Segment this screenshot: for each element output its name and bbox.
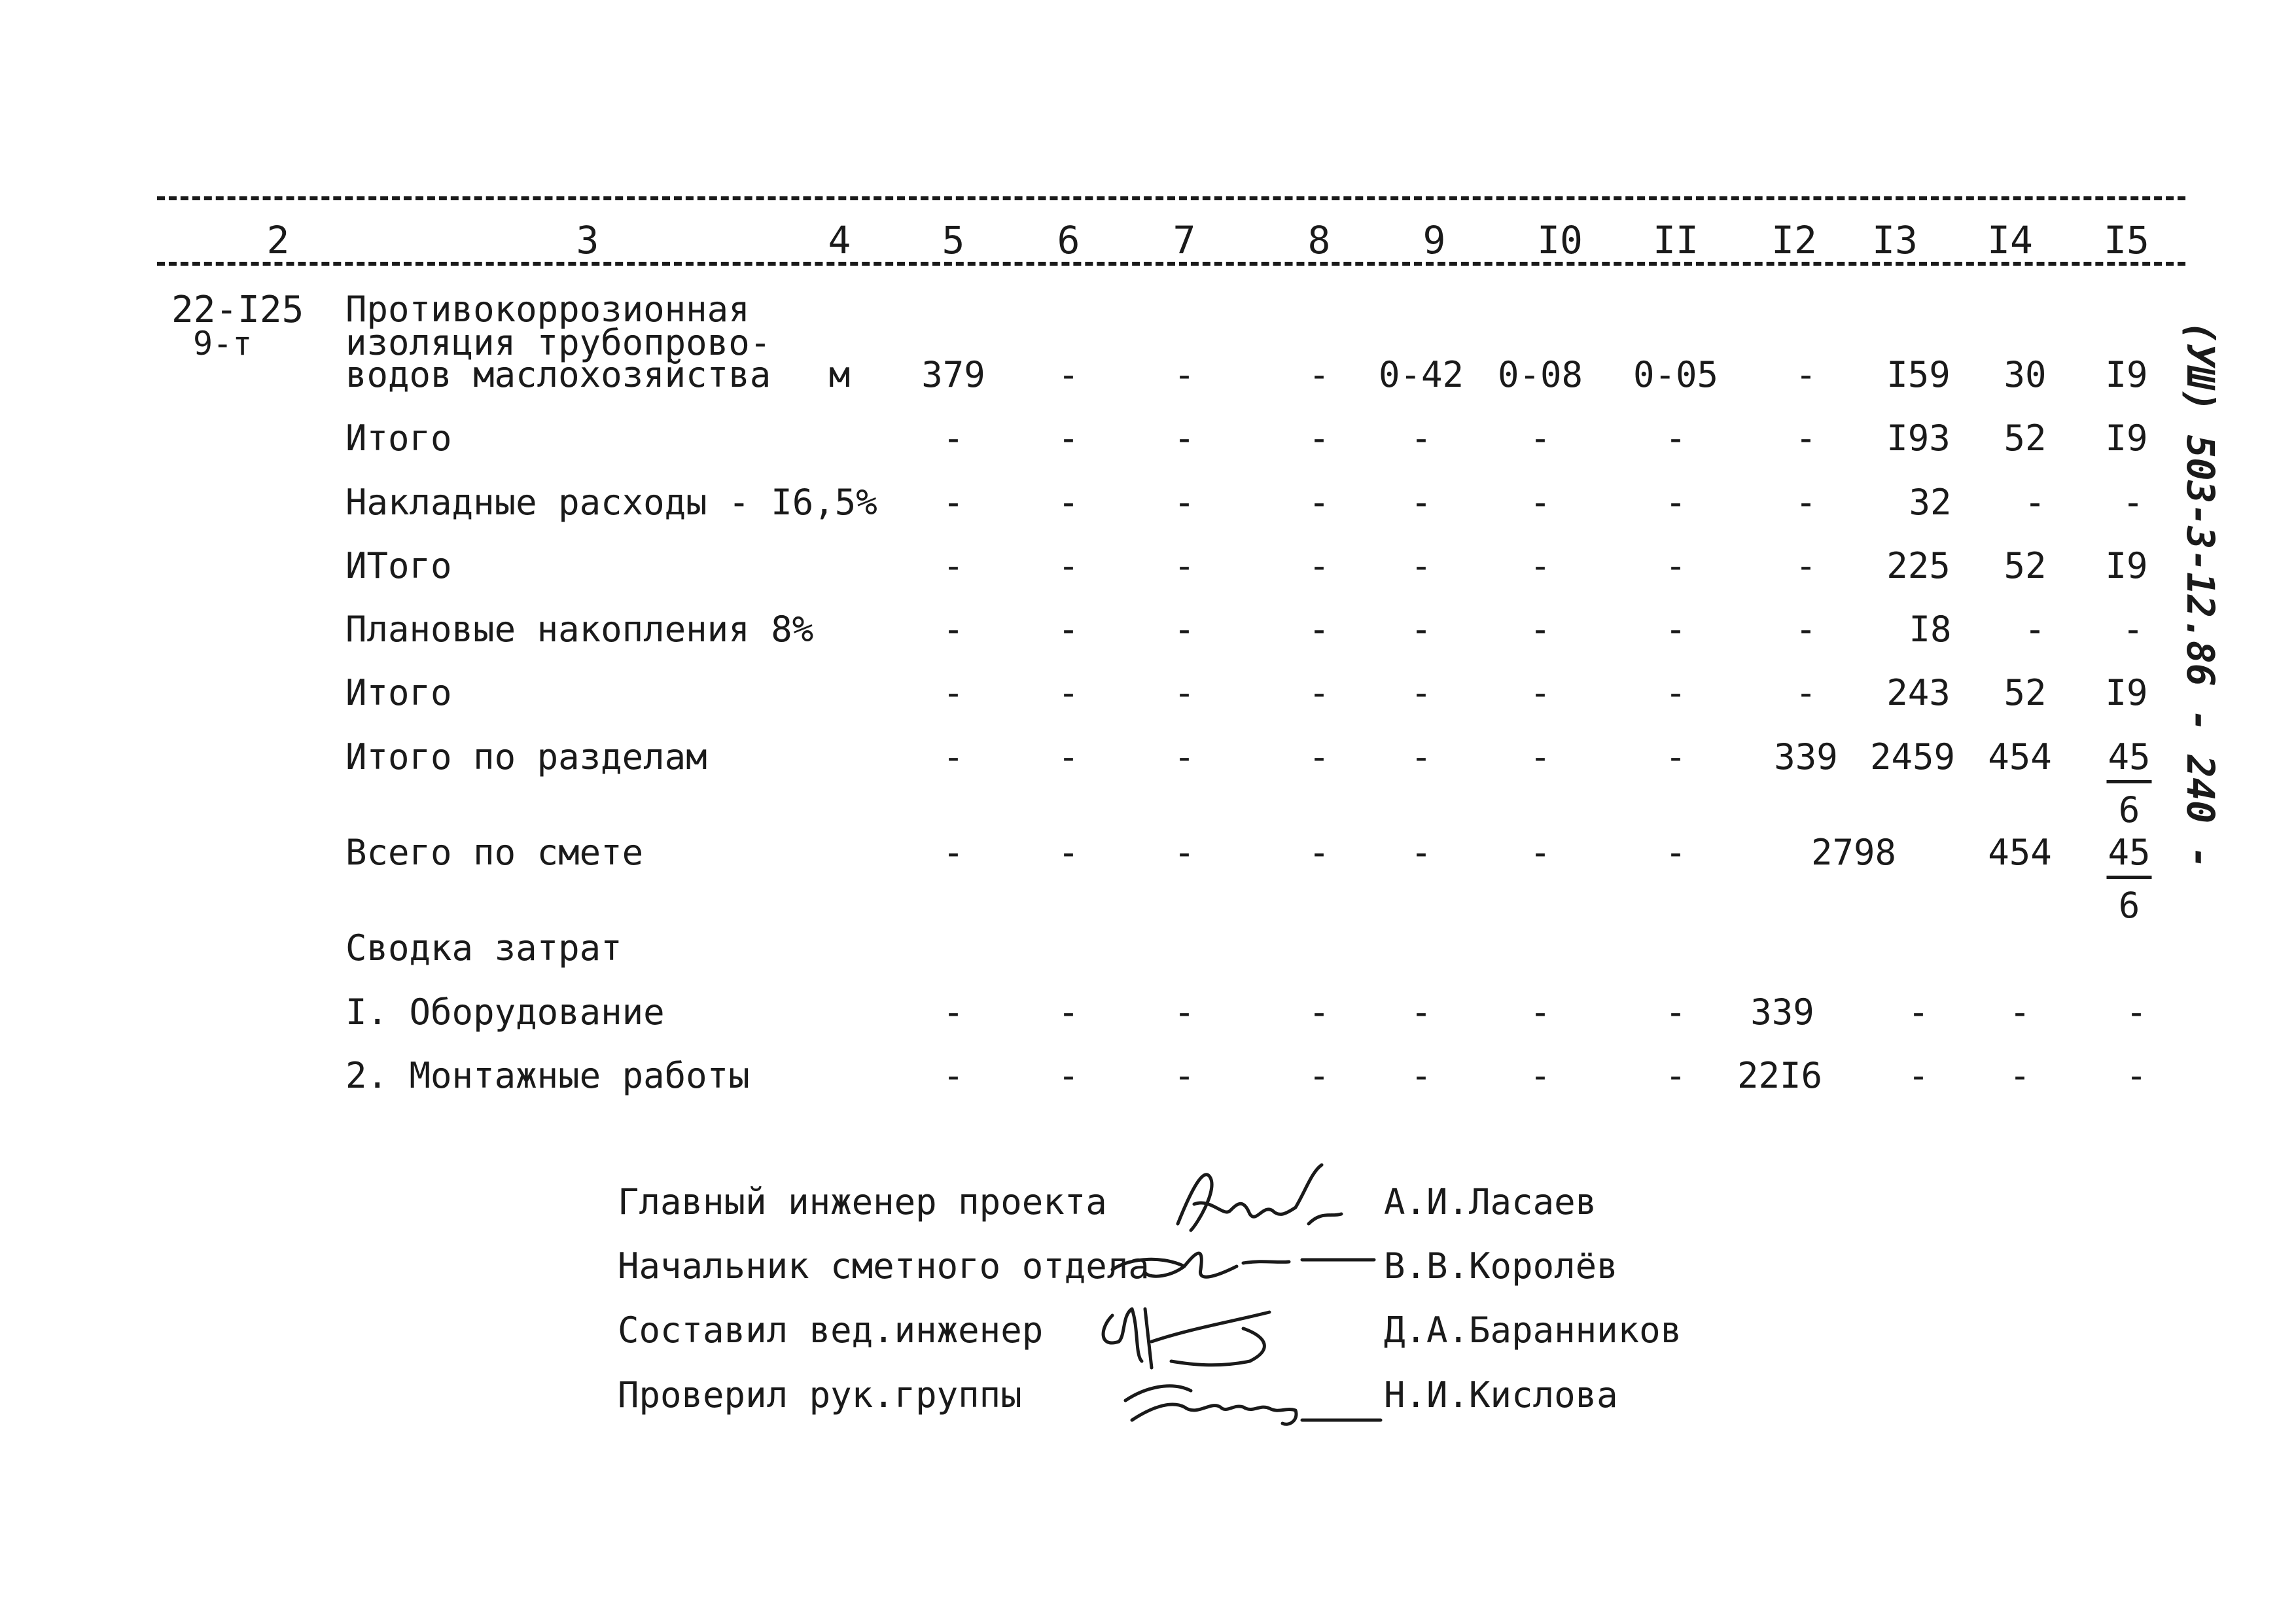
cell-c14: 52: [2004, 545, 2047, 586]
signature-role: Проверил рук.группы: [618, 1374, 1022, 1416]
cell-c6: -: [1057, 418, 1080, 459]
cell-c5: -: [942, 672, 964, 713]
col-header-4: 4: [828, 218, 851, 262]
cell-c14: 454: [1988, 832, 2052, 873]
cell-c15: I9: [2105, 354, 2148, 395]
cell-c13: I8: [1909, 609, 1952, 650]
cell-c10: -: [1529, 545, 1551, 586]
col-header-5: 5: [942, 218, 965, 262]
cell-c12: 339: [1750, 991, 1814, 1033]
col-header-2: 2: [266, 218, 290, 262]
item-name-line-1: Противокоррозионная: [345, 289, 750, 330]
side-document-code: (УШ) 503-3-12.86 - 240 -: [2178, 321, 2223, 870]
signature-name: Д.А.Баранников: [1384, 1310, 1682, 1351]
top-rule: [157, 196, 2185, 200]
cell-c9: -: [1410, 482, 1432, 523]
fraction-denominator: 6: [2118, 789, 2140, 830]
cell-c10: -: [1529, 672, 1551, 713]
cell-c5: -: [942, 609, 964, 650]
cell-c9: -: [1410, 609, 1432, 650]
cell-c14: -: [2024, 609, 2046, 650]
cell-c7: -: [1173, 609, 1195, 650]
signature-role: Главный инженер проекта: [618, 1181, 1107, 1222]
cell-c9: -: [1410, 1055, 1432, 1096]
cell-c6: -: [1057, 545, 1080, 586]
fraction-numerator: 45: [2106, 740, 2151, 783]
cell-c6: -: [1057, 736, 1080, 777]
item-code: 22-I25: [171, 289, 304, 331]
col-header-12: I2: [1771, 218, 1817, 262]
cell-c9: -: [1410, 991, 1432, 1033]
col-header-15: I5: [2104, 218, 2149, 262]
cell-c8: -: [1308, 354, 1330, 395]
item-name-line-2: изоляция трубопрово-: [345, 322, 771, 363]
col-header-11: II: [1653, 218, 1699, 262]
cell-c9: -: [1410, 545, 1432, 586]
cell-c6: -: [1057, 832, 1080, 873]
cell-c12: 22I6: [1737, 1055, 1823, 1096]
row-label: Всего по смете: [345, 832, 644, 873]
cell-c7: -: [1173, 482, 1195, 523]
cell-c6: -: [1057, 1055, 1080, 1096]
fraction-numerator: 45: [2106, 835, 2151, 879]
col-header-10: I0: [1537, 218, 1583, 262]
cell-c11: -: [1665, 545, 1687, 586]
cell-c11: -: [1665, 736, 1687, 777]
signature-name: В.В.Королёв: [1384, 1245, 1618, 1287]
cell-c7: -: [1173, 736, 1195, 777]
cell-c14: 52: [2004, 418, 2047, 459]
cell-c5: -: [942, 545, 964, 586]
cell-c15: I9: [2105, 672, 2148, 713]
summary-title: Сводка затрат: [345, 927, 622, 969]
cell-c8: -: [1308, 1055, 1330, 1096]
cell-c14: 52: [2004, 672, 2047, 713]
col-header-6: 6: [1057, 218, 1080, 262]
cell-c6: -: [1057, 672, 1080, 713]
cell-c11: -: [1665, 418, 1687, 459]
cell-c10: 0-08: [1497, 354, 1583, 395]
handwritten-signature-4: [1106, 1361, 1387, 1440]
cell-c11: 0-05: [1633, 354, 1719, 395]
cell-c8: -: [1308, 672, 1330, 713]
cell-c11: -: [1665, 1055, 1687, 1096]
cell-c15: -: [2122, 609, 2144, 650]
item-code-secondary: 9-т: [193, 325, 253, 363]
cell-c12: -: [1795, 418, 1817, 459]
cell-c9: -: [1410, 832, 1432, 873]
item-name-line-3: водов маслохозяйства: [345, 354, 771, 395]
cell-c7: -: [1173, 1055, 1195, 1096]
cell-c13: 225: [1886, 545, 1951, 586]
cell-c7: -: [1173, 354, 1195, 395]
cell-c9: 0-42: [1378, 354, 1464, 395]
cell-c15: -: [2122, 482, 2144, 523]
cell-c14: -: [2024, 482, 2046, 523]
cell-c12: -: [1795, 672, 1817, 713]
cell-c11: -: [1665, 991, 1687, 1033]
row-label: Накладные расходы - I6,5%: [345, 482, 877, 523]
cell-c8: -: [1308, 418, 1330, 459]
cell-c12-13: 2798: [1810, 832, 1897, 873]
cell-c13: 32: [1909, 482, 1952, 523]
row-label: I. Оборудование: [345, 991, 665, 1033]
cell-c10: -: [1529, 736, 1551, 777]
cell-c10: -: [1529, 609, 1551, 650]
signature-role: Составил вед.инженер: [618, 1310, 1044, 1351]
cell-c15: I9: [2105, 545, 2148, 586]
fraction-denominator: 6: [2118, 885, 2140, 926]
cell-c13: I93: [1886, 418, 1951, 459]
cell-c10: -: [1529, 1055, 1551, 1096]
cell-c12: -: [1795, 354, 1817, 395]
cell-c13: -: [1907, 1055, 1930, 1096]
col-header-9: 9: [1422, 218, 1446, 262]
col-header-8: 8: [1307, 218, 1331, 262]
cell-c12: -: [1795, 482, 1817, 523]
signature-name: А.И.Ласаев: [1384, 1181, 1597, 1222]
cell-c6: -: [1057, 991, 1080, 1033]
cell-c7: -: [1173, 418, 1195, 459]
row-label: Итого: [345, 672, 452, 713]
item-unit: м: [828, 354, 851, 395]
cell-c12: -: [1795, 545, 1817, 586]
cell-c10: -: [1529, 482, 1551, 523]
cell-c8: -: [1308, 736, 1330, 777]
signature-name: Н.И.Кислова: [1384, 1374, 1618, 1416]
cell-c8: -: [1308, 991, 1330, 1033]
cell-c5: -: [942, 418, 964, 459]
cell-c15: I9: [2105, 418, 2148, 459]
cell-c9: -: [1410, 418, 1432, 459]
cell-c7: -: [1173, 832, 1195, 873]
cell-c7: -: [1173, 672, 1195, 713]
cell-c14: -: [2009, 1055, 2031, 1096]
cell-c15: -: [2125, 991, 2147, 1033]
cell-c7: -: [1173, 991, 1195, 1033]
cell-c5: -: [942, 1055, 964, 1096]
cell-c11: -: [1665, 672, 1687, 713]
cell-c15: -: [2125, 1055, 2147, 1096]
cell-c13: 243: [1886, 672, 1951, 713]
cell-c15-fraction: [2106, 736, 2151, 830]
cell-c5: -: [942, 736, 964, 777]
cell-c10: -: [1529, 418, 1551, 459]
cell-c6: -: [1057, 482, 1080, 523]
cell-c11: -: [1665, 609, 1687, 650]
cell-c6: -: [1057, 609, 1080, 650]
cell-c8: -: [1308, 482, 1330, 523]
cell-c12: -: [1795, 609, 1817, 650]
cell-c5: -: [942, 991, 964, 1033]
cell-c9: -: [1410, 736, 1432, 777]
cell-c15-fraction: [2106, 832, 2151, 926]
row-label: Плановые накопления 8%: [345, 609, 814, 650]
cell-c6: -: [1057, 354, 1080, 395]
cell-c10: -: [1529, 832, 1551, 873]
cell-c11: -: [1665, 832, 1687, 873]
cell-c8: -: [1308, 545, 1330, 586]
cell-c13: I59: [1886, 354, 1951, 395]
signature-role: Начальник сметного отдела: [618, 1245, 1150, 1287]
row-label: ИТого: [345, 545, 452, 586]
cell-c11: -: [1665, 482, 1687, 523]
cell-c7: -: [1173, 545, 1195, 586]
cell-c14: -: [2009, 991, 2031, 1033]
col-header-13: I3: [1872, 218, 1918, 262]
cell-c5: -: [942, 482, 964, 523]
cell-c12: 339: [1774, 736, 1838, 777]
row-label: 2. Монтажные работы: [345, 1055, 750, 1096]
col-header-7: 7: [1173, 218, 1196, 262]
cell-c14: 30: [2004, 354, 2047, 395]
cell-c9: -: [1410, 672, 1432, 713]
cell-c8: -: [1308, 609, 1330, 650]
cell-c5: -: [942, 832, 964, 873]
col-header-14: I4: [1987, 218, 2033, 262]
col-header-3: 3: [576, 218, 599, 262]
cell-c10: -: [1529, 991, 1551, 1033]
row-label: Итого: [345, 418, 452, 459]
cell-c14: 454: [1988, 736, 2052, 777]
cell-c5: 379: [921, 354, 985, 395]
cell-c8: -: [1308, 832, 1330, 873]
cell-c13: -: [1907, 991, 1930, 1033]
row-label: Итого по разделам: [345, 736, 707, 777]
cell-c13: 2459: [1869, 736, 1956, 777]
